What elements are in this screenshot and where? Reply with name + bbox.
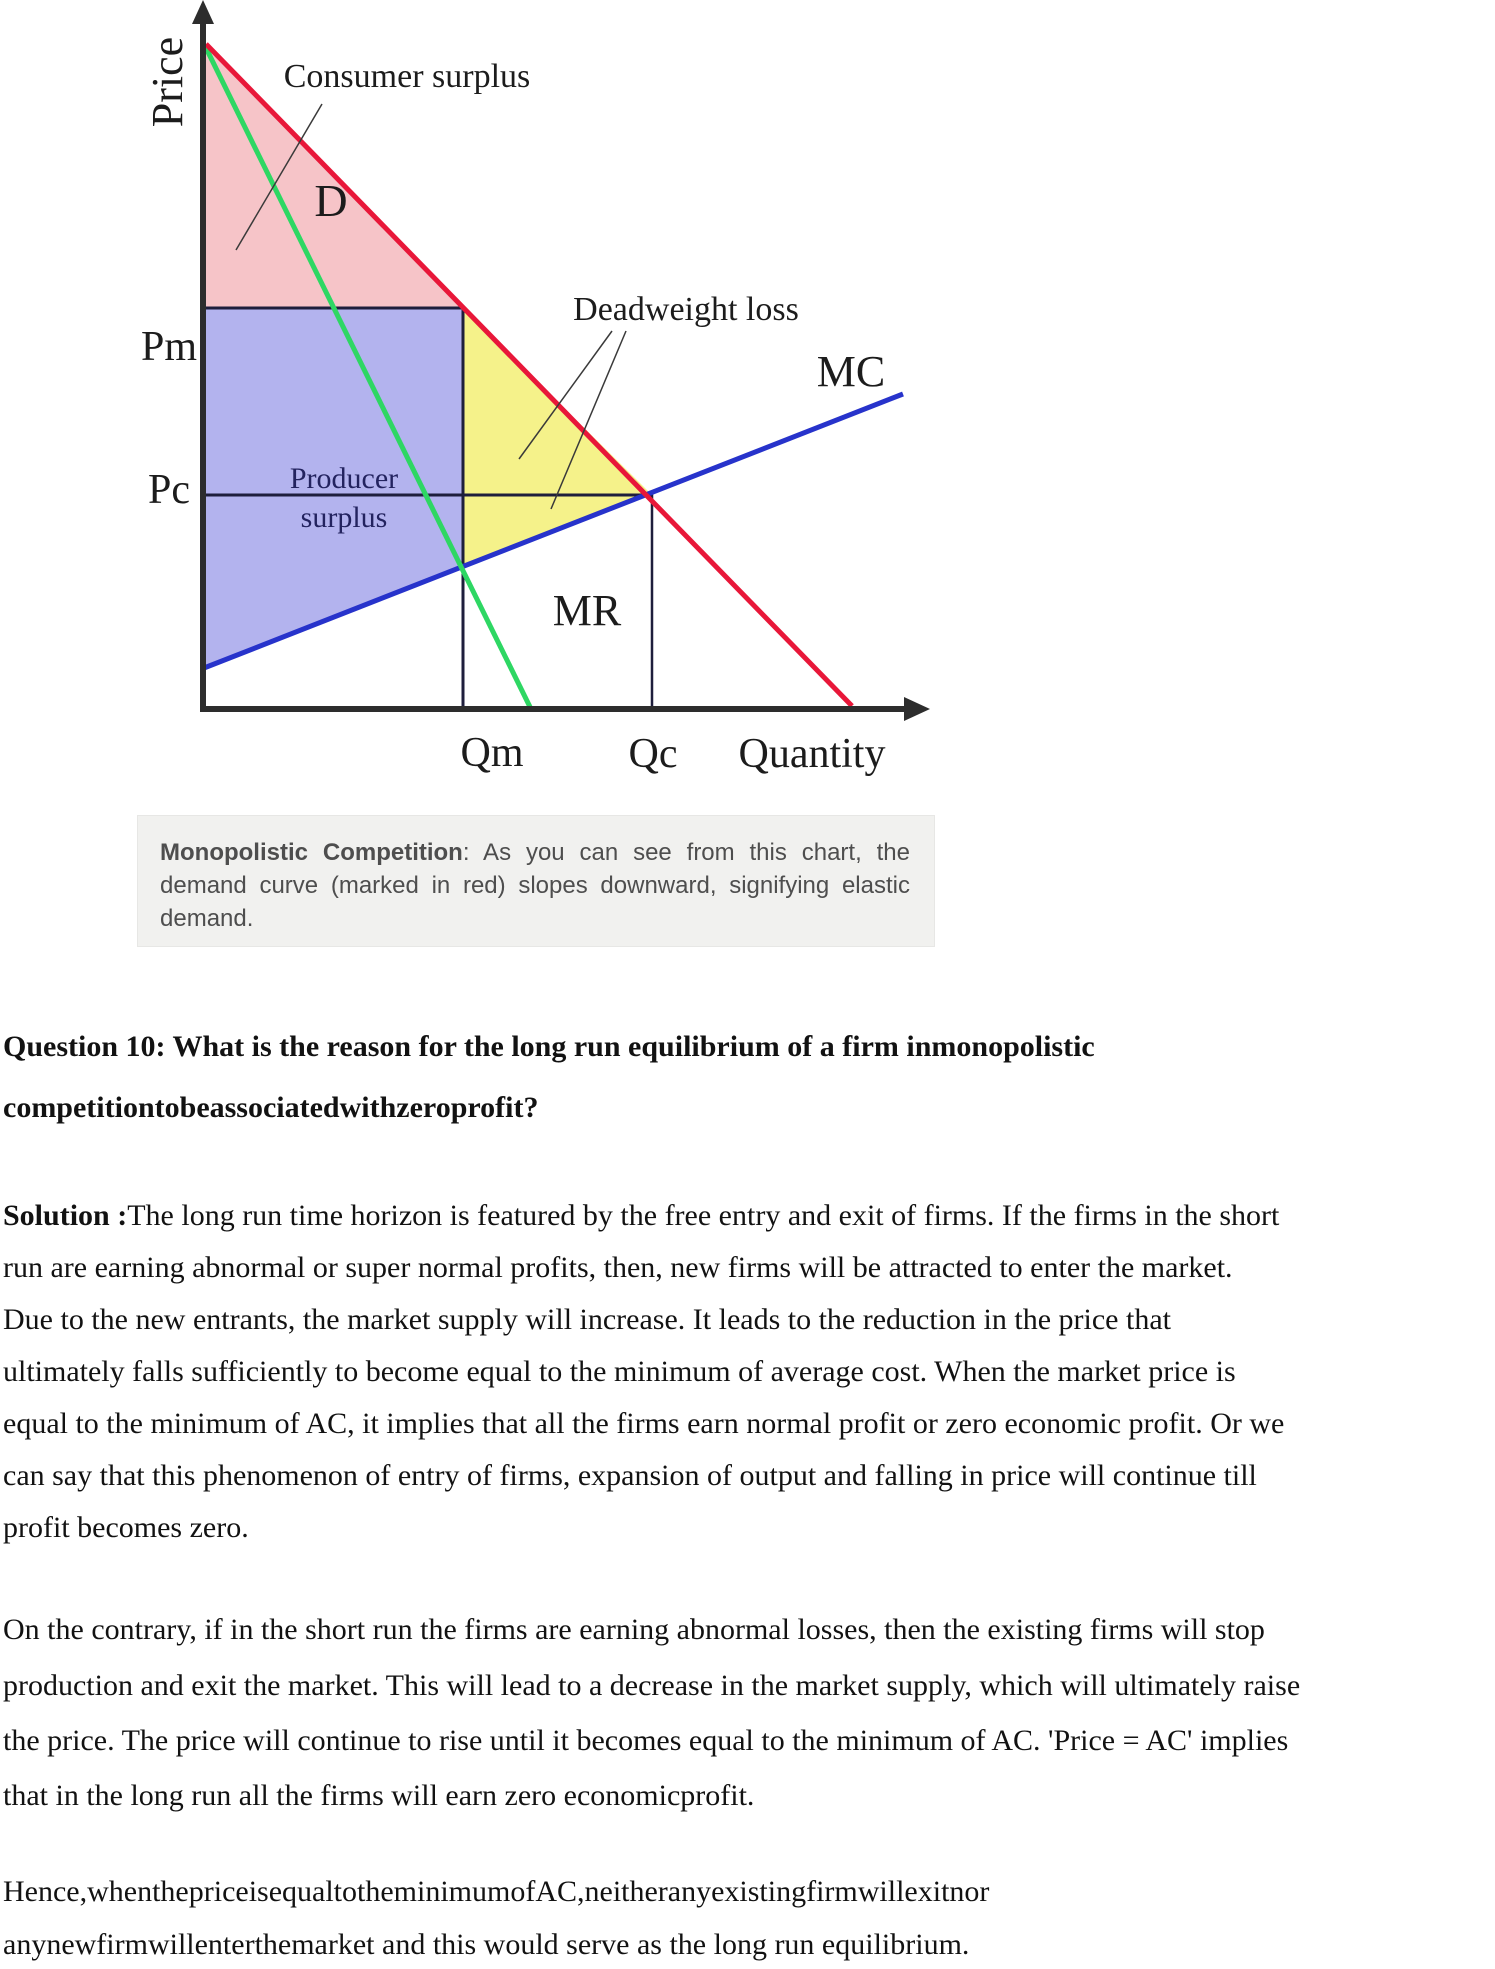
solution-p3-line-1: Hence,whenthepriceisequaltotheminimumofAC,neitheranyexistingfirmwillexitnor (3, 1875, 990, 1908)
solution-p1-line-1 (3, 1199, 1279, 1233)
caption-line-1 (160, 836, 910, 869)
caption-line-2: demand curve (marked in red) slopes downward, signifying elastic (160, 872, 910, 899)
solution-p1-line-1-text: The long run time horizon is featured by the free entry and exit of firms. If the firms in the short (127, 1199, 1280, 1232)
y-axis-arrow-icon (192, 0, 214, 24)
producer-surplus-label-line2: surplus (300, 501, 388, 534)
marginal-revenue-label: MR (552, 586, 622, 635)
solution-p2-line-3: the price. The price will continue to rise until it becomes equal to the minimum of AC. 'Price = AC' implies (3, 1724, 1289, 1757)
solution-p1-line-3: Due to the new entrants, the market supply will increase. It leads to the reduction in the price that (3, 1303, 1171, 1336)
solution-p2-line-2: production and exit the market. This will lead to a decrease in the market supply, which will ultimately raise (3, 1669, 1301, 1702)
solution-p2-line-1: On the contrary, if in the short run the firms are earning abnormal losses, then the existing firms will stop (3, 1613, 1265, 1646)
caption-bold-label: Monopolistic Competition (160, 839, 463, 866)
monopolistic-competition-diagram (0, 0, 960, 790)
y-axis-label: Price (143, 36, 192, 128)
diagram-svg (0, 0, 960, 790)
question-heading-line-2: competitiontobeassociatedwithzeroprofit? (3, 1091, 539, 1124)
marginal-cost-label: MC (816, 347, 886, 396)
question-heading-line-1: Question 10: What is the reason for the long run equilibrium of a firm inmonopolistic (3, 1030, 1095, 1063)
pm-price-label: Pm (140, 324, 197, 370)
qm-quantity-label: Qm (460, 730, 524, 776)
solution-p1-line-2: run are earning abnormal or super normal profits, then, new firms will be attracted to enter the market. (3, 1251, 1233, 1284)
deadweight-loss-region (464, 309, 650, 565)
solution-p3-line-2: anynewfirmwillenterthemarket and this would serve as the long run equilibrium. (3, 1928, 970, 1961)
x-axis-label: Quantity (738, 731, 886, 777)
qc-quantity-label: Qc (628, 731, 678, 777)
solution-label: Solution : (3, 1199, 128, 1232)
caption-line-1-rest: : As you can see from this chart, the (462, 839, 910, 866)
solution-p1-line-4: ultimately falls sufficiently to become equal to the minimum of average cost. When the market price is (3, 1355, 1236, 1388)
x-axis-arrow-icon (904, 697, 930, 721)
pc-price-label: Pc (148, 467, 190, 513)
demand-label: D (314, 175, 348, 226)
caption-line-3: demand. (160, 905, 254, 932)
solution-p2-line-4: that in the long run all the firms will earn zero economicprofit. (3, 1779, 755, 1812)
consumer-surplus-label: Consumer surplus (283, 58, 531, 95)
solution-p1-line-7: profit becomes zero. (3, 1511, 249, 1544)
deadweight-loss-label: Deadweight loss (573, 291, 799, 328)
figure-caption-box (137, 815, 935, 947)
producer-surplus-label-line1: Producer (289, 462, 399, 495)
solution-p1-line-5: equal to the minimum of AC, it implies that all the firms earn normal profit or zero economic profit. Or we (3, 1407, 1285, 1440)
solution-p1-line-6: can say that this phenomenon of entry of firms, expansion of output and falling in price will continue till (3, 1459, 1257, 1492)
